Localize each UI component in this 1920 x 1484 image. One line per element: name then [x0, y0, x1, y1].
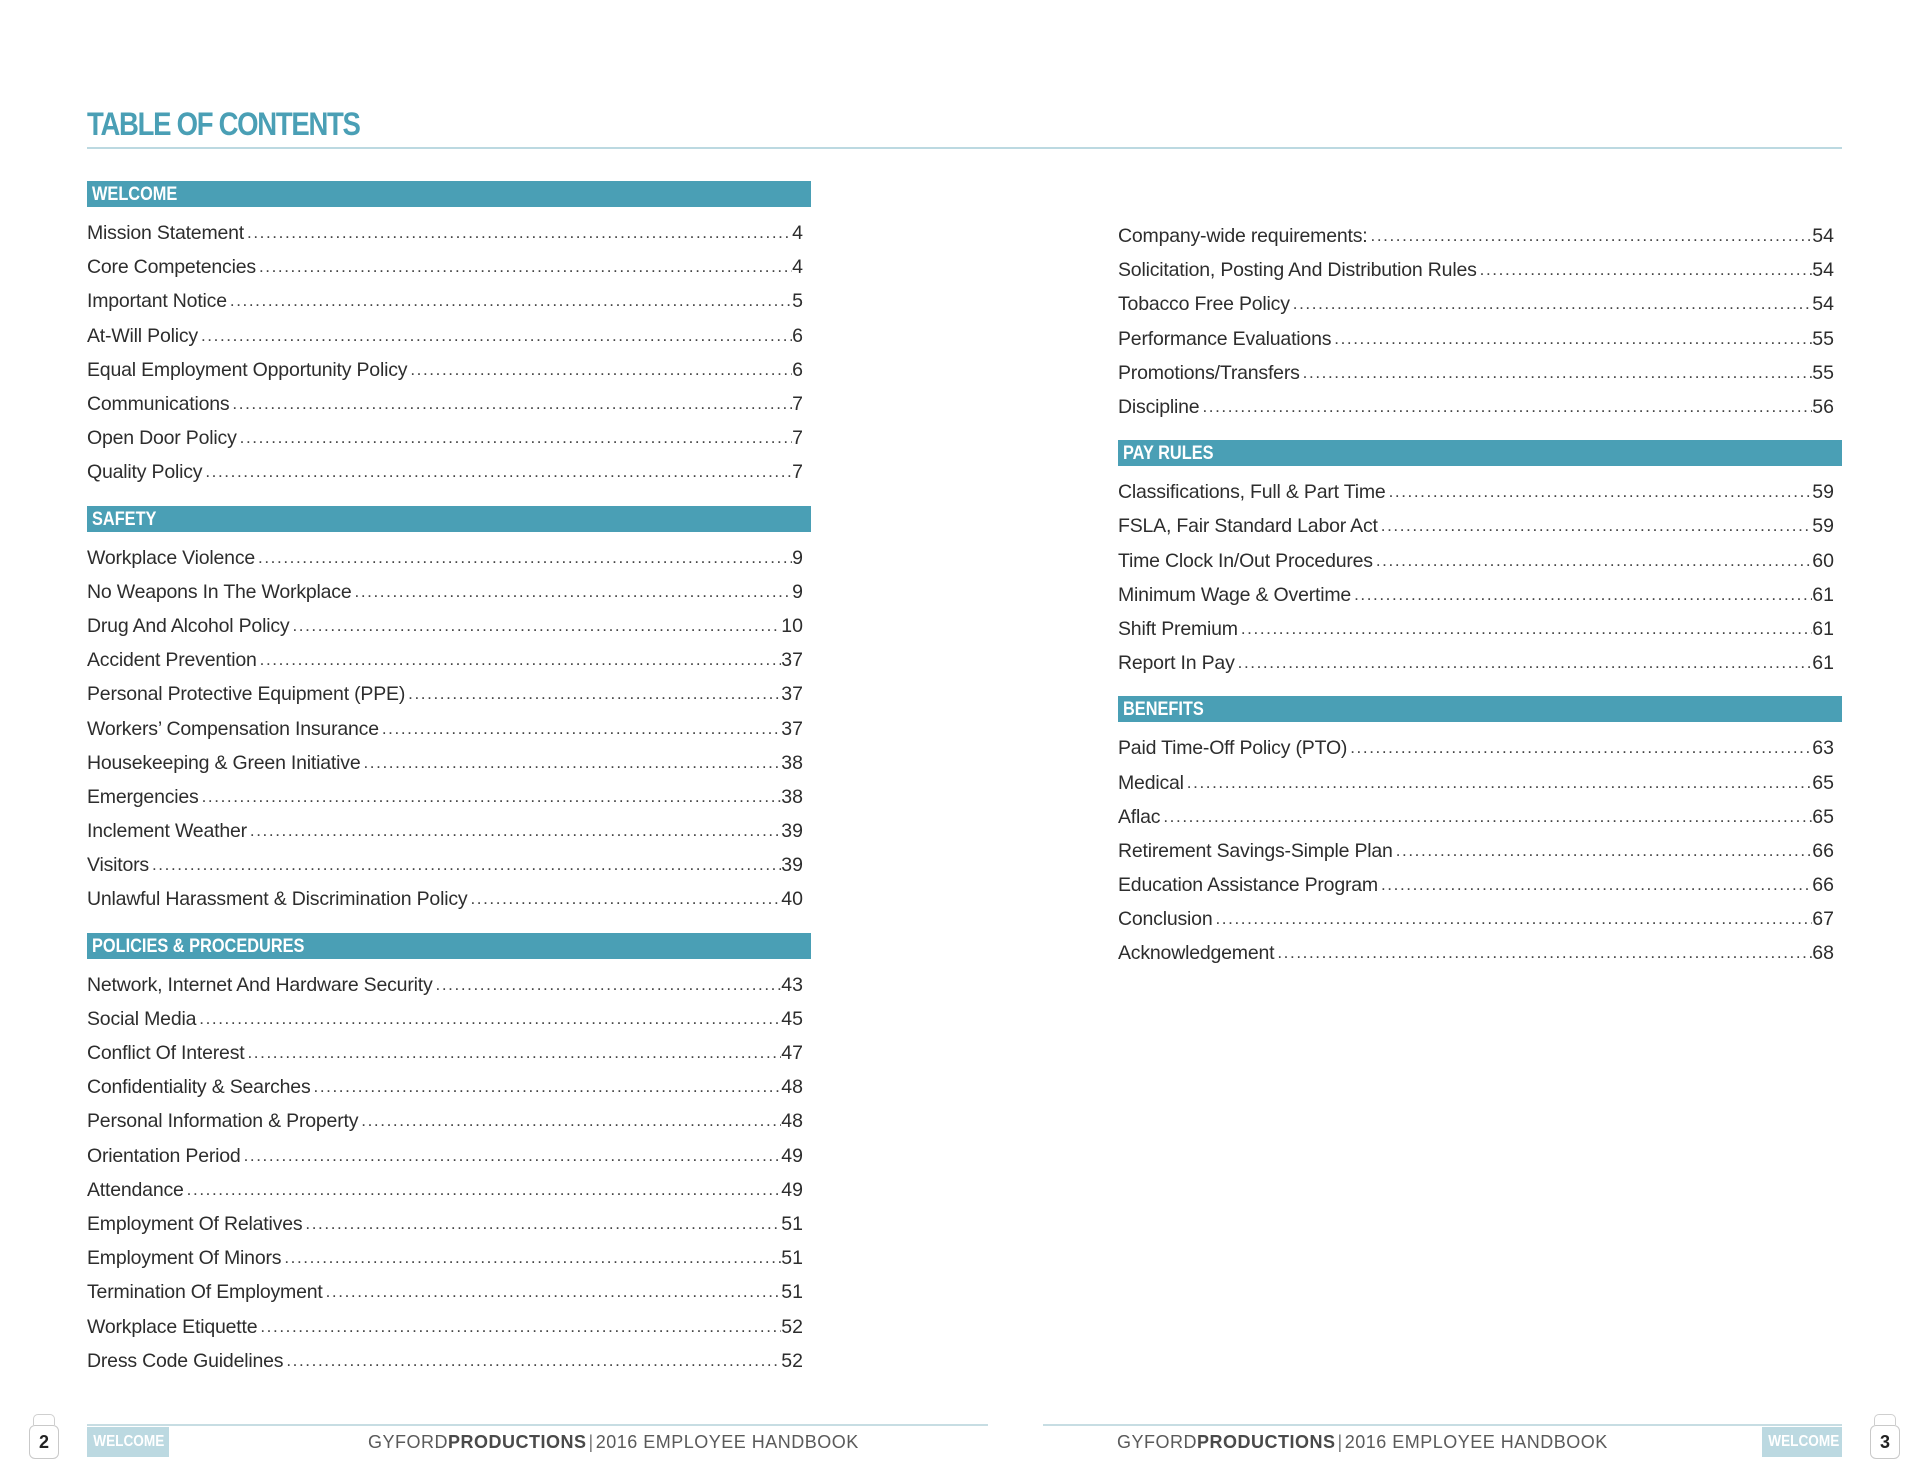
toc-entry[interactable] — [87, 1207, 811, 1241]
toc-entry[interactable] — [87, 609, 811, 643]
toc-entry-label: Conclusion — [1118, 908, 1213, 931]
dot-leader — [470, 882, 781, 916]
toc-entry-page-number: 59 — [1812, 481, 1834, 504]
toc-entry-page-number: 55 — [1812, 361, 1834, 384]
toc-entry-page-number: 54 — [1812, 259, 1834, 282]
section-header — [87, 181, 811, 207]
dot-leader — [1371, 219, 1813, 253]
dot-leader — [247, 216, 792, 250]
dot-leader — [1187, 766, 1813, 800]
dot-leader — [1350, 731, 1812, 765]
toc-entry-page-number: 10 — [781, 614, 803, 637]
toc-entry[interactable] — [87, 1344, 811, 1378]
toc-entry-label: Discipline — [1118, 396, 1200, 419]
company-bold: PRODUCTIONS — [448, 1432, 587, 1452]
section-header — [1118, 440, 1842, 466]
toc-entry-label: Tobacco Free Policy — [1118, 293, 1290, 316]
toc-entry-page-number: 45 — [781, 1007, 803, 1030]
toc-entry[interactable] — [87, 421, 811, 455]
dot-leader — [205, 455, 792, 489]
page-number-right: 3 — [1870, 1425, 1900, 1459]
dot-leader — [258, 541, 792, 575]
footer-divider-left — [87, 1424, 988, 1426]
toc-entry-page-number: 38 — [781, 751, 803, 774]
toc-entry-label: Dress Code Guidelines — [87, 1349, 284, 1372]
toc-entry[interactable] — [1118, 253, 1842, 287]
toc-entry-page-number: 9 — [792, 580, 803, 603]
toc-entry-page-number: 61 — [1812, 617, 1834, 640]
toc-entry[interactable] — [1118, 834, 1842, 868]
toc-entry[interactable] — [1118, 578, 1842, 612]
toc-entry-page-number: 6 — [792, 324, 803, 347]
toc-entry-page-number: 39 — [781, 820, 803, 843]
toc-entry-page-number: 59 — [1812, 515, 1834, 538]
dot-leader — [408, 677, 781, 711]
toc-entry-page-number: 54 — [1812, 225, 1834, 248]
company-prefix: GYFORD — [1117, 1432, 1198, 1452]
toc-entry-page-number: 48 — [781, 1076, 803, 1099]
toc-entry-label: Attendance — [87, 1178, 184, 1201]
toc-entry[interactable] — [87, 575, 811, 609]
toc-entry-label: Shift Premium — [1118, 617, 1238, 640]
toc-entry[interactable] — [1118, 219, 1842, 253]
toc-entry-page-number: 66 — [1812, 874, 1834, 897]
toc-entry-label: Retirement Savings-Simple Plan — [1118, 839, 1393, 862]
toc-entry[interactable] — [87, 1104, 811, 1138]
toc-entry-page-number: 47 — [781, 1042, 803, 1065]
toc-entry-page-number: 52 — [781, 1315, 803, 1338]
toc-entry[interactable] — [1118, 287, 1842, 321]
toc-section — [87, 181, 811, 490]
toc-entry-page-number: 7 — [792, 427, 803, 450]
toc-entry-page-number: 37 — [781, 649, 803, 672]
section-header-label: POLICIES & PROCEDURES — [92, 935, 305, 957]
toc-entry[interactable] — [87, 455, 811, 489]
toc-entry-label: Education Assistance Program — [1118, 874, 1378, 897]
toc-entry-label: Classifications, Full & Part Time — [1118, 481, 1386, 504]
section-header — [1118, 696, 1842, 722]
dot-leader — [1163, 800, 1812, 834]
toc-entry-page-number: 52 — [781, 1349, 803, 1372]
toc-entry[interactable] — [87, 643, 811, 677]
dot-leader — [202, 780, 782, 814]
toc-entry[interactable] — [87, 677, 811, 711]
toc-entry-page-number: 51 — [781, 1281, 803, 1304]
toc-entry[interactable] — [87, 746, 811, 780]
toc-entry-label: Communications — [87, 393, 230, 416]
dot-leader — [305, 1207, 781, 1241]
toc-entry-label: Orientation Period — [87, 1144, 241, 1167]
footer-section-tab-label: WELCOME — [93, 1433, 165, 1450]
toc-entry[interactable] — [87, 882, 811, 916]
toc-entry-label: Open Door Policy — [87, 427, 237, 450]
toc-entry[interactable] — [87, 541, 811, 575]
company-prefix: GYFORD — [368, 1432, 449, 1452]
dot-leader — [244, 1139, 782, 1173]
toc-entry-label: Employment Of Relatives — [87, 1212, 303, 1235]
toc-entry[interactable] — [1118, 765, 1842, 799]
toc-entry[interactable] — [87, 848, 811, 882]
toc-entry[interactable] — [87, 1309, 811, 1343]
toc-entry-label: Personal Information & Property — [87, 1110, 359, 1133]
dot-leader — [363, 746, 781, 780]
dot-leader — [230, 284, 792, 318]
toc-entry-page-number: 65 — [1812, 771, 1834, 794]
right-column — [1118, 219, 1842, 987]
toc-entry[interactable] — [87, 250, 811, 284]
dot-leader — [1238, 646, 1813, 680]
toc-entry[interactable] — [87, 216, 811, 250]
toc-entry[interactable] — [87, 1241, 811, 1275]
toc-entry-label: Termination Of Employment — [87, 1281, 323, 1304]
section-header-label: PAY RULES — [1123, 443, 1214, 465]
toc-section — [87, 933, 811, 1378]
toc-entry-page-number: 49 — [781, 1144, 803, 1167]
page-number-left: 2 — [29, 1425, 59, 1459]
toc-entry-page-number: 38 — [781, 785, 803, 808]
toc-entry-label: Housekeeping & Green Initiative — [87, 751, 361, 774]
toc-entry-label: Medical — [1118, 771, 1184, 794]
handbook-title: 2016 EMPLOYEE HANDBOOK — [1344, 1432, 1608, 1452]
dot-leader — [382, 712, 781, 746]
page-title: TABLE OF CONTENTS — [87, 106, 360, 142]
toc-section — [87, 506, 811, 917]
toc-entry-page-number: 66 — [1812, 839, 1834, 862]
toc-entry-label: Performance Evaluations — [1118, 327, 1332, 350]
handbook-title: 2016 EMPLOYEE HANDBOOK — [595, 1432, 859, 1452]
toc-entry-page-number: 37 — [781, 683, 803, 706]
toc-entry-label: Quality Policy — [87, 461, 203, 484]
dot-leader — [201, 319, 792, 353]
toc-entry[interactable] — [87, 780, 811, 814]
toc-section — [1118, 696, 1842, 970]
toc-entry-page-number: 43 — [781, 973, 803, 996]
toc-entry-page-number: 61 — [1812, 652, 1834, 675]
toc-entry[interactable] — [1118, 544, 1842, 578]
toc-entry[interactable] — [1118, 475, 1842, 509]
dot-leader — [232, 387, 792, 421]
toc-entry-label: Conflict Of Interest — [87, 1042, 245, 1065]
toc-entry[interactable] — [1118, 390, 1842, 424]
toc-entry-page-number: 5 — [792, 290, 803, 313]
toc-entry-page-number: 40 — [781, 888, 803, 911]
dot-leader — [1241, 612, 1812, 646]
toc-entry-label: Unlawful Harassment & Discrimination Policy — [87, 888, 468, 911]
toc-entry[interactable] — [1118, 509, 1842, 543]
toc-entry-label: Acknowledgement — [1118, 942, 1275, 965]
toc-entry-label: Company-wide requirements: — [1118, 225, 1368, 248]
toc-entry-page-number: 37 — [781, 717, 803, 740]
section-header — [87, 933, 811, 959]
toc-section-continued — [1118, 219, 1842, 424]
toc-entry-label: Report In Pay — [1118, 652, 1235, 675]
toc-entry[interactable] — [87, 1139, 811, 1173]
toc-entry-label: Social Media — [87, 1007, 197, 1030]
dot-leader — [260, 1310, 781, 1344]
toc-entry[interactable] — [87, 968, 811, 1002]
toc-entry-label: Accident Prevention — [87, 649, 257, 672]
company-bold: PRODUCTIONS — [1197, 1432, 1336, 1452]
dot-leader — [1381, 509, 1813, 543]
dot-leader — [361, 1104, 781, 1138]
toc-entry-label: Important Notice — [87, 290, 227, 313]
toc-entry-label: Promotions/Transfers — [1118, 361, 1300, 384]
dot-leader — [1293, 287, 1813, 321]
toc-entry-page-number: 4 — [792, 256, 803, 279]
toc-entry-page-number: 63 — [1812, 737, 1834, 760]
toc-entry-page-number: 7 — [792, 461, 803, 484]
toc-entry[interactable] — [1118, 902, 1842, 936]
toc-entry-page-number: 65 — [1812, 805, 1834, 828]
toc-entry-label: At-Will Policy — [87, 324, 198, 347]
toc-entry-label: No Weapons In The Workplace — [87, 580, 352, 603]
toc-entry[interactable] — [87, 1070, 811, 1104]
toc-entry-label: Emergencies — [87, 785, 199, 808]
toc-entry-label: Solicitation, Posting And Distribution Rules — [1118, 259, 1477, 282]
dot-leader — [199, 1002, 781, 1036]
footer-divider-right — [1043, 1424, 1842, 1426]
dot-leader — [1334, 322, 1812, 356]
toc-entry[interactable] — [1118, 731, 1842, 765]
toc-entry-label: Time Clock In/Out Procedures — [1118, 549, 1373, 572]
toc-entry-label: Workplace Etiquette — [87, 1315, 258, 1338]
toc-entry[interactable] — [1118, 356, 1842, 390]
dot-leader — [250, 814, 781, 848]
toc-entry[interactable] — [87, 1173, 811, 1207]
section-header-label: BENEFITS — [1123, 699, 1204, 721]
toc-entry-label: Paid Time-Off Policy (PTO) — [1118, 737, 1348, 760]
dot-leader — [260, 643, 782, 677]
toc-entry-page-number: 51 — [781, 1212, 803, 1235]
toc-entry-page-number: 67 — [1812, 908, 1834, 931]
footer-section-tab-left — [87, 1427, 169, 1457]
toc-entry-page-number: 4 — [792, 222, 803, 245]
toc-entry[interactable] — [87, 387, 811, 421]
dot-leader — [259, 250, 792, 284]
toc-entry[interactable] — [87, 711, 811, 745]
toc-entry[interactable] — [87, 1275, 811, 1309]
toc-entry-label: Mission Statement — [87, 222, 244, 245]
company-name — [368, 1432, 587, 1452]
dot-leader — [187, 1173, 782, 1207]
left-column — [87, 181, 811, 1394]
dot-leader — [1396, 834, 1813, 868]
footer-separator: | — [1337, 1432, 1343, 1452]
dot-leader — [355, 575, 793, 609]
dot-leader — [1480, 253, 1813, 287]
dot-leader — [314, 1070, 782, 1104]
toc-entry-label: Visitors — [87, 854, 149, 877]
toc-entry-label: Personal Protective Equipment (PPE) — [87, 683, 406, 706]
toc-entry-label: Network, Internet And Hardware Security — [87, 973, 433, 996]
dot-leader — [1202, 390, 1812, 424]
toc-entry-label: FSLA, Fair Standard Labor Act — [1118, 515, 1378, 538]
toc-entry-label: Employment Of Minors — [87, 1247, 282, 1270]
toc-entry-page-number: 68 — [1812, 942, 1834, 965]
footer-title-left — [368, 1428, 859, 1456]
toc-entry-page-number: 51 — [781, 1247, 803, 1270]
dot-leader — [284, 1241, 781, 1275]
dot-leader — [1303, 356, 1813, 390]
toc-entry[interactable] — [1118, 612, 1842, 646]
toc-entry-label: Inclement Weather — [87, 820, 247, 843]
toc-entry-page-number: 60 — [1812, 549, 1834, 572]
footer-section-tab-right — [1762, 1427, 1842, 1457]
dot-leader — [292, 609, 781, 643]
toc-entry[interactable] — [1118, 868, 1842, 902]
toc-entry[interactable] — [1118, 646, 1842, 680]
toc-entry-page-number: 54 — [1812, 293, 1834, 316]
title-divider — [87, 147, 1842, 149]
dot-leader — [240, 421, 793, 455]
toc-entry-page-number: 6 — [792, 358, 803, 381]
footer-section-tab-label: WELCOME — [1768, 1433, 1840, 1450]
section-header-label: SAFETY — [92, 508, 157, 530]
dot-leader — [1277, 936, 1812, 970]
toc-entry-label: Workplace Violence — [87, 546, 256, 569]
dot-leader — [247, 1036, 781, 1070]
toc-entry-page-number: 39 — [781, 854, 803, 877]
toc-entry[interactable] — [87, 1036, 811, 1070]
toc-entry-page-number: 9 — [792, 546, 803, 569]
toc-entry[interactable] — [1118, 322, 1842, 356]
section-header — [87, 506, 811, 532]
toc-entry-page-number: 7 — [792, 393, 803, 416]
dot-leader — [286, 1344, 781, 1378]
toc-entry-page-number: 55 — [1812, 327, 1834, 350]
toc-entry[interactable] — [87, 284, 811, 318]
footer-separator: | — [588, 1432, 594, 1452]
footer-title-right — [1117, 1428, 1608, 1456]
dot-leader — [326, 1275, 782, 1309]
toc-entry-label: Confidentiality & Searches — [87, 1076, 311, 1099]
toc-entry[interactable] — [1118, 936, 1842, 970]
toc-entry[interactable] — [87, 814, 811, 848]
dot-leader — [1381, 868, 1812, 902]
dot-leader — [1354, 578, 1812, 612]
toc-entry[interactable] — [1118, 800, 1842, 834]
company-name — [1117, 1432, 1336, 1452]
toc-entry[interactable] — [87, 319, 811, 353]
toc-entry-page-number: 49 — [781, 1178, 803, 1201]
toc-entry-label: Aflac — [1118, 805, 1161, 828]
toc-entry-label: Workers’ Compensation Insurance — [87, 717, 379, 740]
dot-leader — [410, 353, 792, 387]
section-header-label: WELCOME — [92, 184, 178, 205]
toc-entry[interactable] — [87, 353, 811, 387]
dot-leader — [152, 848, 781, 882]
toc-entry-label: Core Competencies — [87, 256, 256, 279]
dot-leader — [1389, 475, 1813, 509]
dot-leader — [436, 968, 782, 1002]
toc-entry-label: Minimum Wage & Overtime — [1118, 583, 1352, 606]
dot-leader — [1215, 902, 1812, 936]
toc-entry-page-number: 61 — [1812, 583, 1834, 606]
toc-entry-label: Drug And Alcohol Policy — [87, 614, 290, 637]
toc-entry-label: Equal Employment Opportunity Policy — [87, 358, 408, 381]
dot-leader — [1376, 544, 1812, 578]
toc-section — [1118, 440, 1842, 680]
toc-entry[interactable] — [87, 1002, 811, 1036]
toc-entry-page-number: 48 — [781, 1110, 803, 1133]
toc-entry-page-number: 56 — [1812, 396, 1834, 419]
